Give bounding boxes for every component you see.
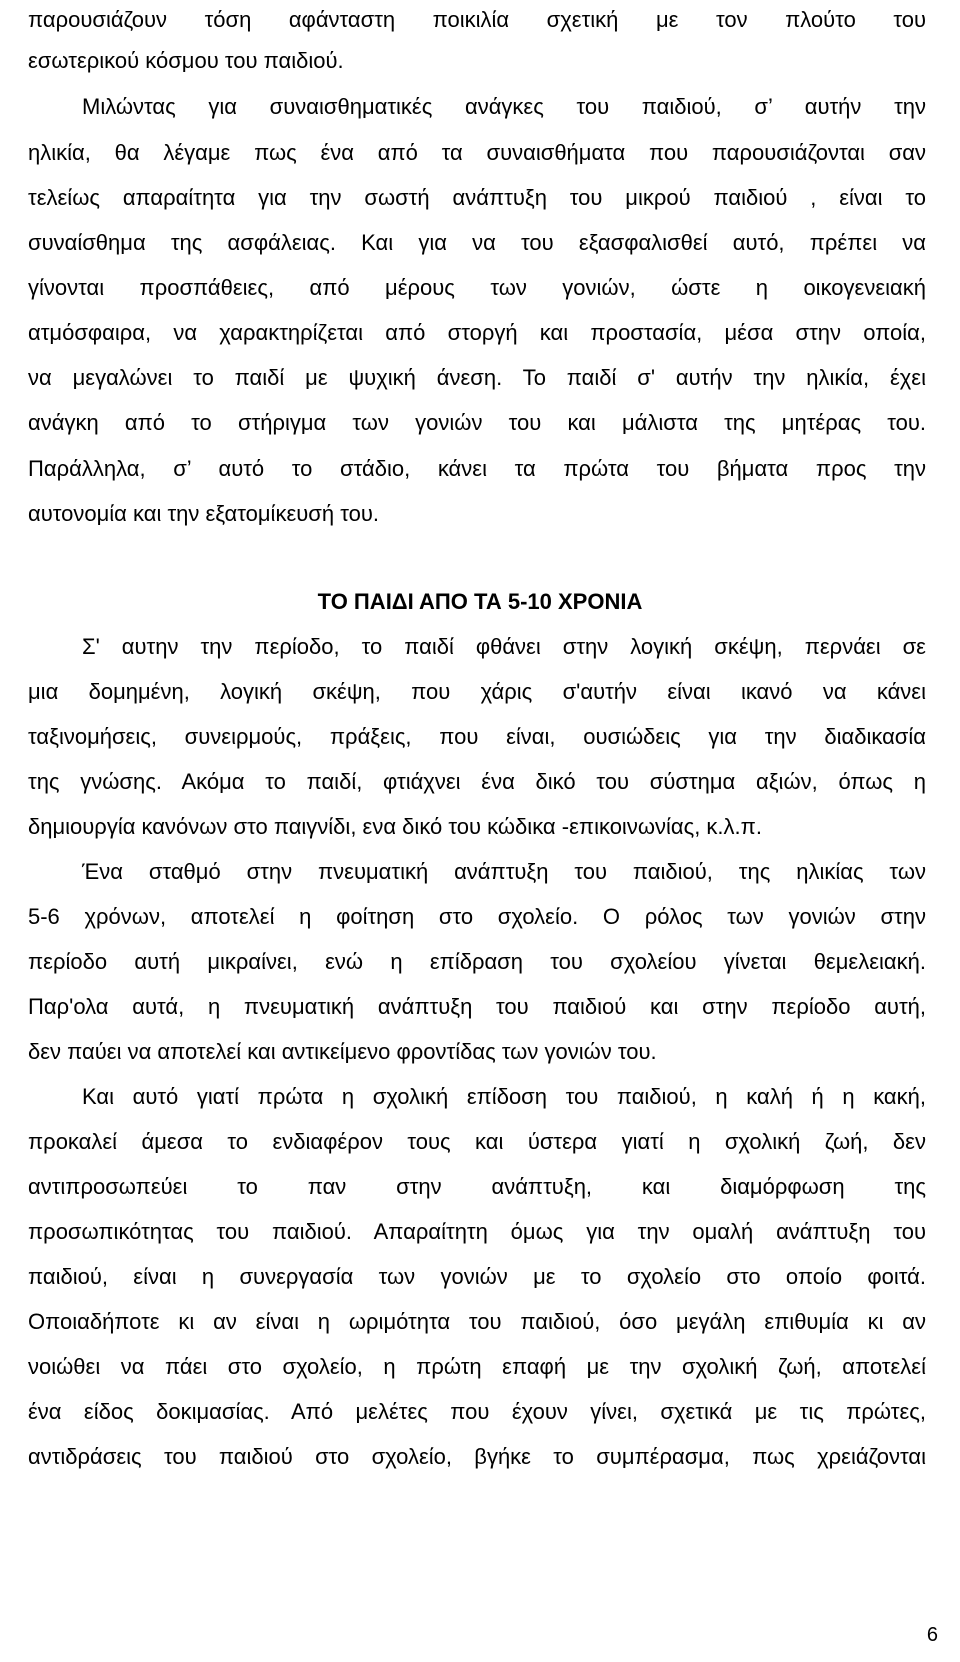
text-line: Μιλώντας για συναισθηματικές ανάγκες του παιδιού, σ’ αυτήν την bbox=[82, 94, 926, 119]
text-line: Σ' αυτην την περίοδο, το παιδί φθάνει στην λογική σκέψη, περνάει σε bbox=[82, 634, 926, 659]
text-line: ατμόσφαιρα, να χαρακτηρίζεται από στοργή και προστασία, μέσα στην οποία, bbox=[28, 320, 926, 345]
text-line: περίοδο αυτή μικραίνει, ενώ η επίδραση του σχολείου γίνεται θεμελειακή. bbox=[28, 949, 926, 974]
text-line: Και αυτό γιατί πρώτα η σχολική επίδοση του παιδιού, η καλή ή η κακή, bbox=[82, 1084, 926, 1109]
text-line: τελείως απαραίτητα για την σωστή ανάπτυξη του μικρού παιδιού , είναι το bbox=[28, 185, 926, 210]
text-line: παρουσιάζουν τόση αφάνταστη ποικιλία σχετική με τον πλούτο του bbox=[28, 7, 926, 32]
text-line: αντιδράσεις του παιδιού στο σχολείο, βγήκε το συμπέρασμα, πως χρειάζονται bbox=[28, 1444, 926, 1469]
text-line: δημιουργία κανόνων στο παιγνίδι, ενα δικό του κώδικα -επικοινωνίας, κ.λ.π. bbox=[28, 814, 762, 839]
text-line: ηλικία, θα λέγαμε πως ένα από τα συναισθήματα που παρουσιάζονται σαν bbox=[28, 140, 926, 165]
text-line: παιδιού, είναι η συνεργασία των γονιών με το σχολείο στο οποίο φοιτά. bbox=[28, 1264, 926, 1289]
text-line: νοιώθει να πάει στο σχολείο, η πρώτη επαφή με την σχολική ζωή, αποτελεί bbox=[28, 1354, 926, 1379]
text-line: της γνώσης. Ακόμα το παιδί, φτιάχνει ένα δικό του σύστημα αξιών, όπως η bbox=[28, 769, 926, 794]
text-line: μια δομημένη, λογική σκέψη, που χάρις σ'αυτήν είναι ικανό να κάνει bbox=[28, 679, 926, 704]
text-line: αυτονομία και την εξατομίκευσή του. bbox=[28, 501, 379, 526]
page-number: 6 bbox=[926, 1624, 938, 1646]
text-line: Ένα σταθμό στην πνευματική ανάπτυξη του παιδιού, της ηλικίας των bbox=[82, 859, 926, 884]
section-heading: ΤΟ ΠΑΙΔΙ ΑΠΟ ΤΑ 5-10 ΧΡΟΝΙΑ bbox=[317, 589, 643, 614]
text-line: Παράλληλα, σ’ αυτό το στάδιο, κάνει τα πρώτα του βήματα προς την bbox=[28, 456, 926, 481]
text-line: ένα είδος δοκιμασίας. Από μελέτες που έχουν γίνει, σχετικά με τις πρώτες, bbox=[28, 1399, 926, 1424]
text-line: ταξινομήσεις, συνειρμούς, πράξεις, που είναι, ουσιώδεις για την διαδικασία bbox=[28, 724, 926, 749]
text-line: συναίσθημα της ασφάλειας. Και για να του εξασφαλισθεί αυτό, πρέπει να bbox=[28, 230, 926, 255]
text-line: προκαλεί άμεσα το ενδιαφέρον τους και ύστερα γιατί η σχολική ζωή, δεν bbox=[28, 1129, 926, 1154]
text-line: Οποιαδήποτε κι αν είναι η ωριμότητα του παιδιού, όσο μεγάλη επιθυμία κι αν bbox=[28, 1309, 926, 1334]
text-line: αντιπροσωπεύει το παν στην ανάπτυξη, και διαμόρφωση της bbox=[28, 1174, 926, 1199]
text-line: 5-6 χρόνων, αποτελεί η φοίτηση στο σχολείο. Ο ρόλος των γονιών στην bbox=[28, 904, 926, 929]
text-line: δεν παύει να αποτελεί και αντικείμενο φροντίδας των γονιών του. bbox=[28, 1039, 657, 1064]
text-line: προσωπικότητας του παιδιού. Απαραίτητη όμως για την ομαλή ανάπτυξη του bbox=[28, 1219, 926, 1244]
text-line: εσωτερικού κόσμου του παιδιού. bbox=[28, 48, 344, 73]
text-line: Παρ'ολα αυτά, η πνευματική ανάπτυξη του παιδιού και στην περίοδο αυτή, bbox=[28, 994, 926, 1019]
text-line: ανάγκη από το στήριγμα των γονιών του και μάλιστα της μητέρας του. bbox=[28, 410, 926, 435]
text-line: να μεγαλώνει το παιδί με ψυχική άνεση. Το παιδί σ' αυτήν την ηλικία, έχει bbox=[28, 365, 926, 390]
text-line: γίνονται προσπάθειες, από μέρους των γονιών, ώστε η οικογενειακή bbox=[28, 275, 926, 300]
